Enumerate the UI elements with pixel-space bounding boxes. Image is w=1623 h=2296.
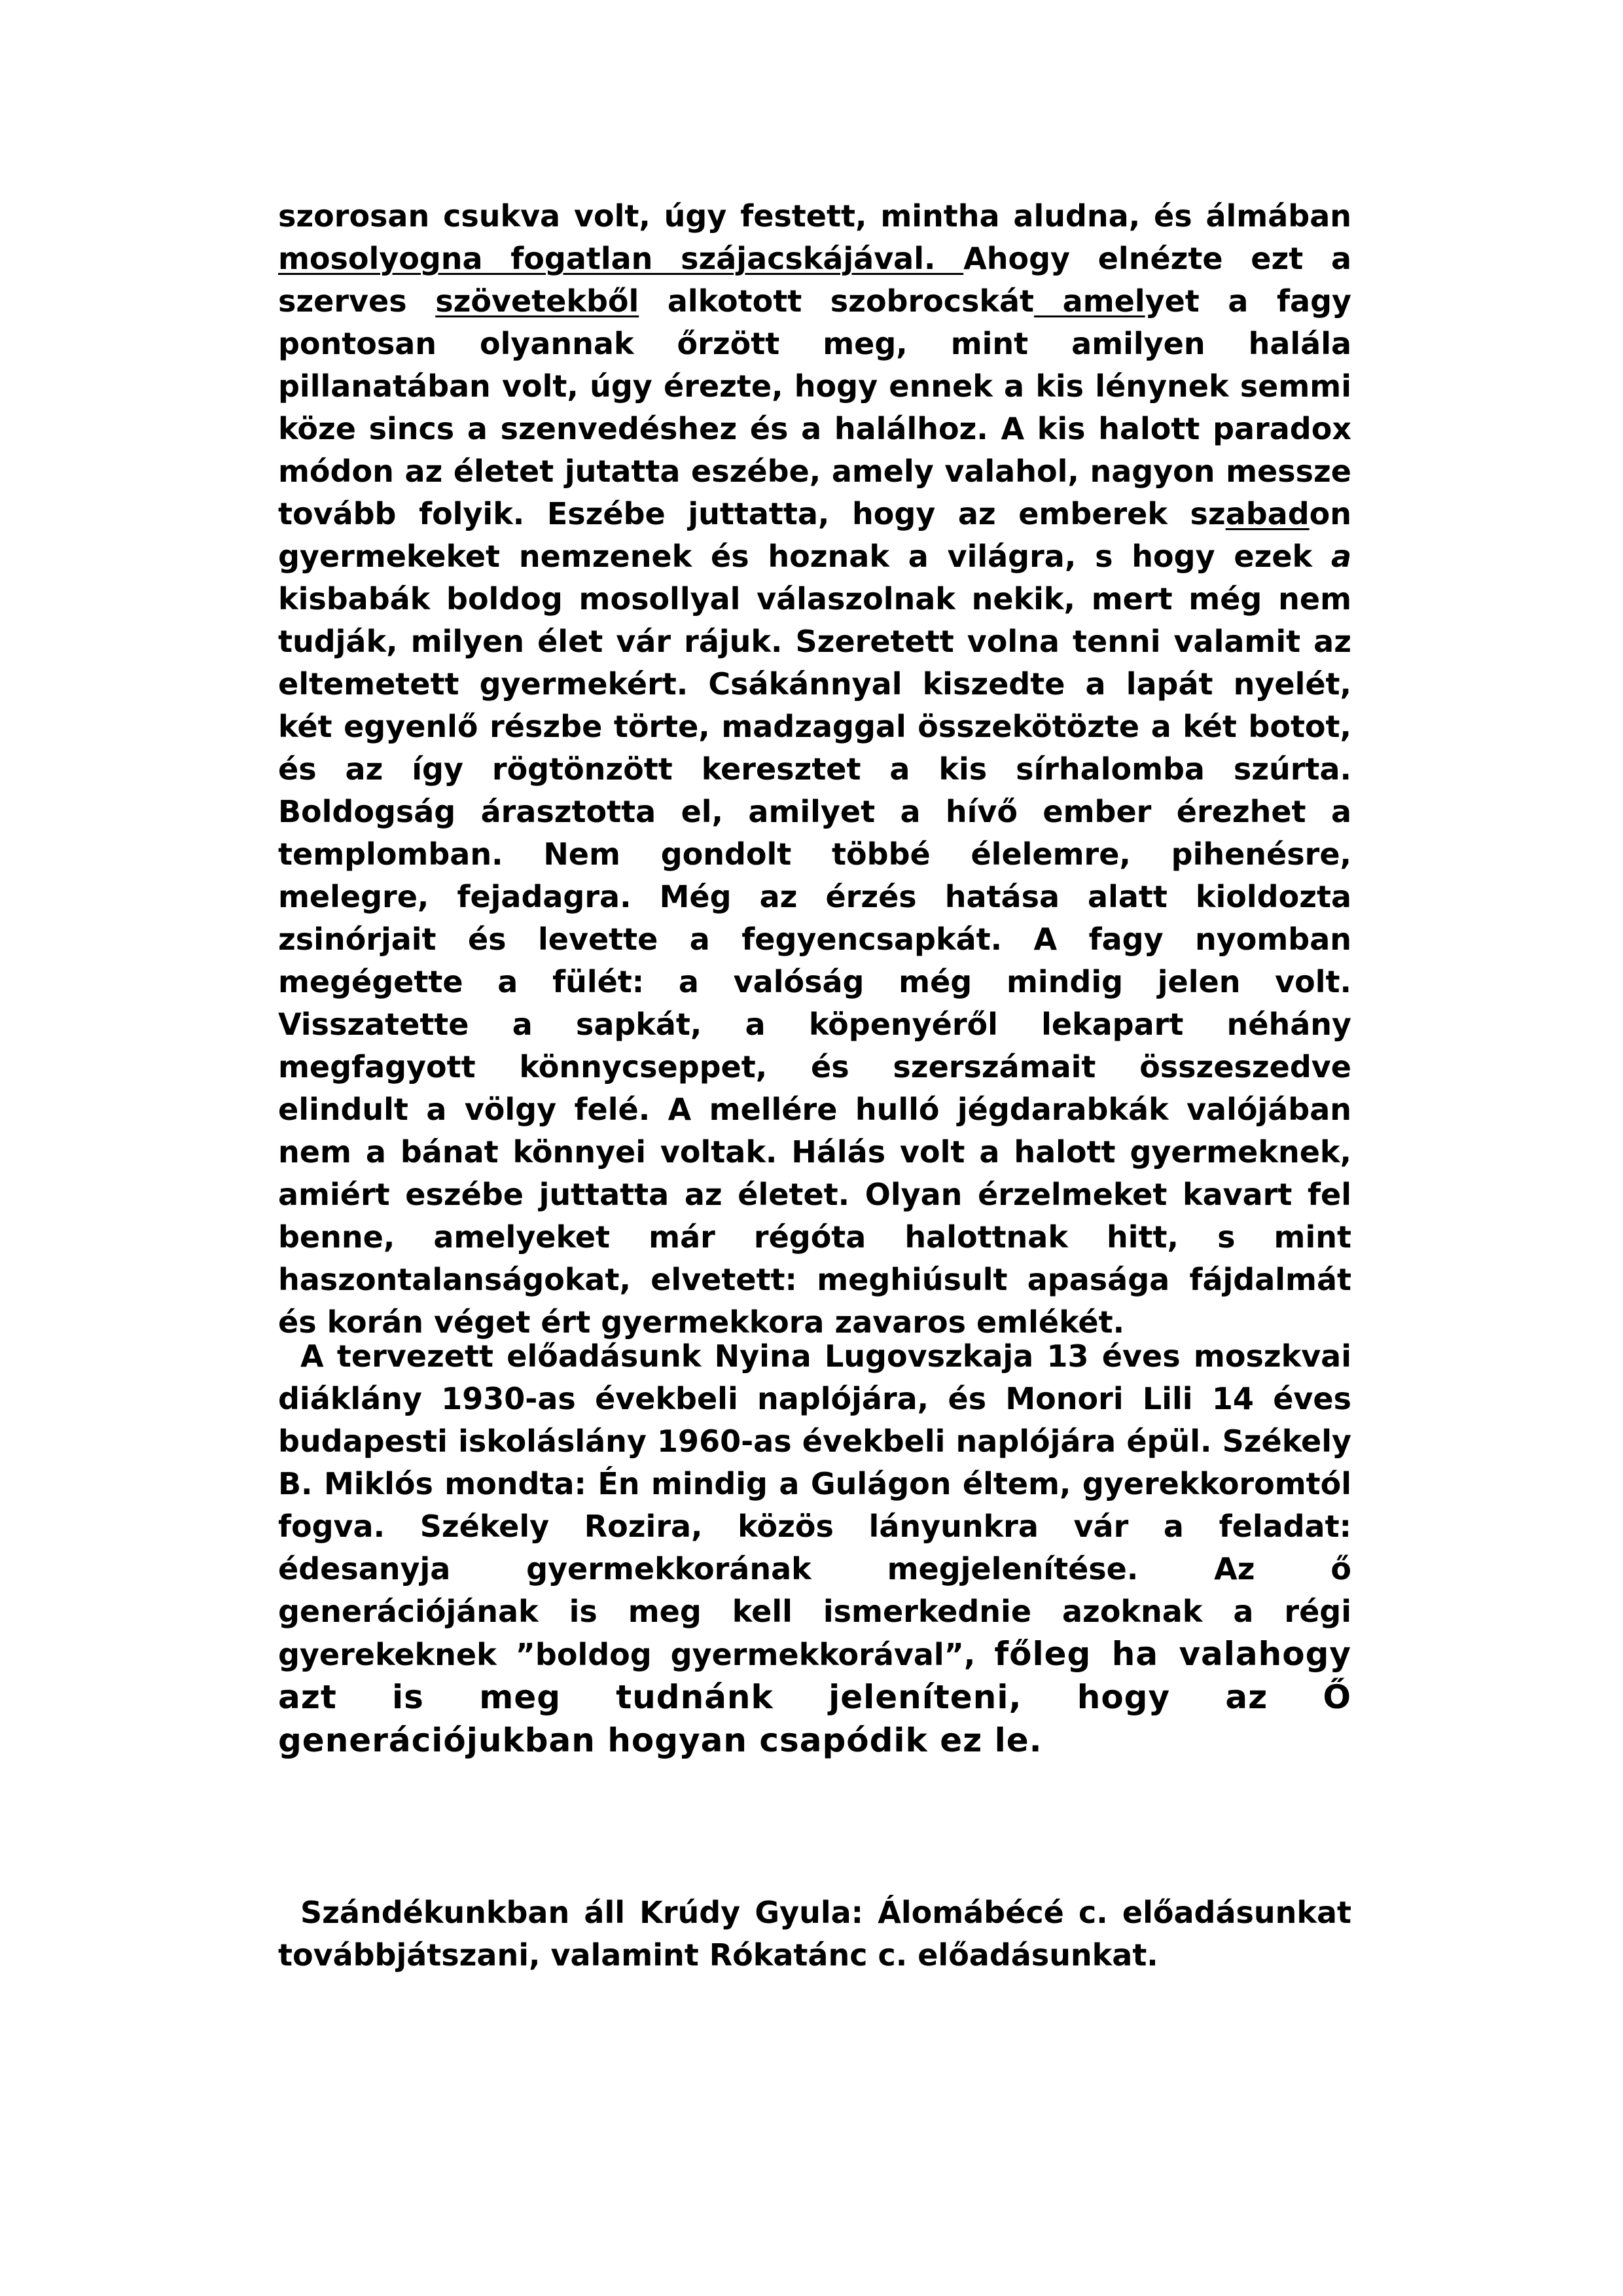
- p1-text: kisbabák boldog mosollyal válaszolnak nekik, mert még nem tudják, milyen élet vár rájuk. Szeretett volna tenni valamit az eltemetett gyermekért. Csákánnyal kiszedte a lapát nyelét, két egyenlő részbe törte, madzaggal összekötözte a két botot, és az így rögtönzött keresztet a kis sírhalomba szúrta. Boldogság árasztotta el, amilyet a hívő ember érezhet a templomban. Nem gondolt többé élelemre, pihenésre, melegre, fejadagra. Még az érzés hatása alatt kioldozta zsinórjait és levette a fegyencsapkát. A fagy nyomban megégette a fülét: a valóság még mindig jelen volt. Visszatette a sapkát, a köpenyéről lekapart néhány megfagyott könnycseppet, és szerszámait összeszedve elindult a völgy felé. A mellére hulló jégdarabkák valójában nem a bánat könnyei voltak. Hálás volt a halott gyermeknek, amiért eszébe juttatta az életet. Olyan érzelmeket kavart fel benne, amelyeket már régóta halottnak hitt, s mint haszontalanságokat, elvetett: meghiúsult apasága fájdalmát és korán véget ért gyermekkora zavaros emlékét.: [278, 581, 1351, 1340]
- p1-text: on gyermekeket nemzenek és hoznak a világra, s hogy ezek: [278, 496, 1351, 574]
- p1-underlined-text: mosolyogna fogatlan szájacskájával.: [278, 241, 964, 276]
- p1-underlined-text: abad: [1225, 496, 1310, 531]
- p3-text: Szándékunkban áll Krúdy Gyula: Álomábécé c. előadásunkat továbbjátszani, valamint Rókatánc c. előadásunkat.: [278, 1895, 1351, 1973]
- paragraph-1: [278, 195, 1351, 1344]
- p1-underlined-text: szövetekből: [435, 283, 639, 319]
- p1-text: Ahogy elnézte ezt a szerves: [278, 241, 1351, 319]
- p2-text: A tervezett előadásunk Nyina Lugovszkaja 13 éves moszkvai diáklány 1930-as évekbeli naplójára, és Monori Lili 14 éves budapesti iskoláslány 1960-as évekbeli naplójára épül. Székely B. Miklós mondta: Én mindig a Gulágon éltem, gyerekkoromtól fogva. Székely Rozira, közös lányunkra vár a feladat: édesanyja gyermekkorának megjelenítése. Az ő generációjának is meg kell ismerkednie azoknak a régi gyerekeknek ”boldog gyermekkorával”,: [278, 1338, 1351, 1672]
- p1-italic-text: a: [1330, 539, 1351, 574]
- p2-larger-text: főleg ha valahogy azt is meg tudnánk jeleníteni, hogy az Ő generációjukban hogyan csapódik ez le.: [278, 1635, 1352, 1759]
- paragraph-2: [278, 1335, 1351, 1763]
- p1-text: yet a fagy pontosan olyannak őrzött meg, mint amilyen halála pillanatában volt, úgy érezte, hogy ennek a kis lénynek semmi köze sincs a szenvedéshez és a halálhoz. A kis halott paradox módon az életet jutatta eszébe, amely valahol, nagyon messze tovább folyik. Eszébe juttatta, hogy az emberek sz: [278, 283, 1351, 531]
- paragraph-3: [278, 1892, 1351, 1977]
- p1-text: szorosan csukva volt, úgy festett, mintha aludna, és álmában: [278, 198, 1351, 234]
- p1-text: alkotott szobrocskát: [639, 283, 1035, 319]
- p1-underlined-text: amel: [1034, 283, 1145, 319]
